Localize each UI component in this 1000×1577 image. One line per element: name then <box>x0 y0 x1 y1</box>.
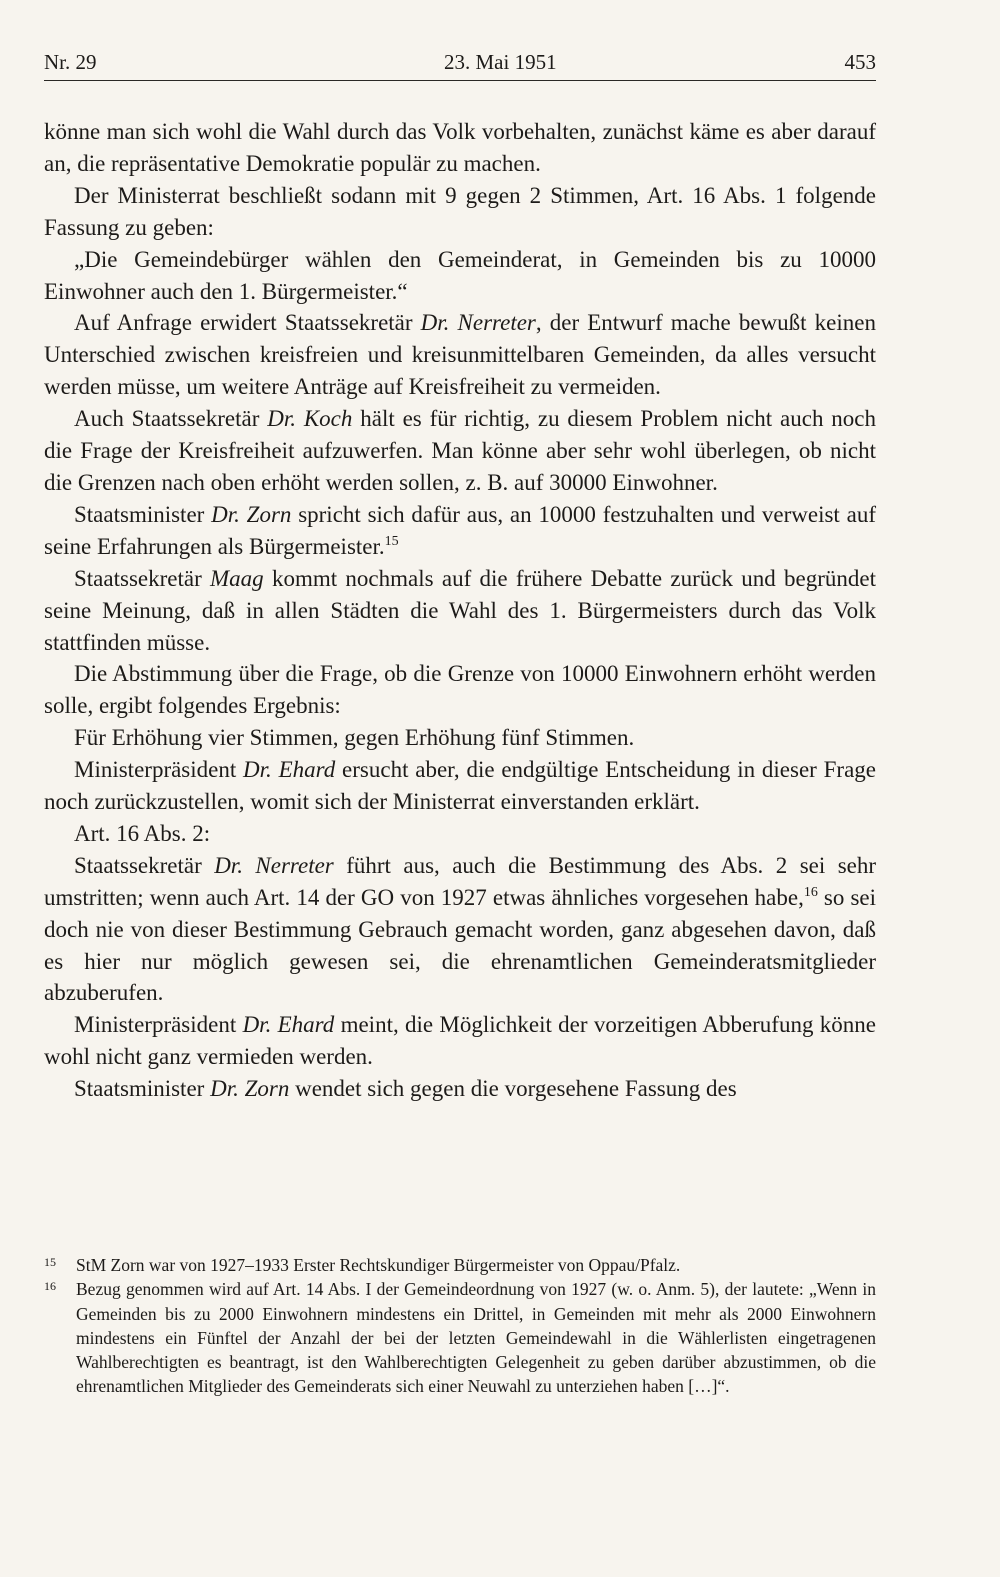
text-run: Der Ministerrat beschließt sodann mit 9 gegen 2 Stimmen, Art. 16 Abs. 1 folgende Fassung zu geben: <box>44 182 876 240</box>
text-run: „Die Gemeindebürger wählen den Gemeinderat, in Gemeinden bis zu 10000 Einwohner auch den 1. Bürgermeister.“ <box>44 246 876 304</box>
footnote-ref: 15 <box>384 533 399 549</box>
session-date: 23. Mai 1951 <box>444 50 557 74</box>
text-run: kommt nochmals auf die frühere Debatte zurück und begründet seine Meinung, daß in allen Städten die Wahl des 1. Bürgermeisters durch das Volk stattfinden müsse. <box>44 565 876 655</box>
body-paragraph <box>44 563 876 659</box>
text-run: meint, die Möglichkeit der vorzeitigen Abberufung könne wohl nicht ganz vermieden werden. <box>44 1012 876 1070</box>
person-name: Dr. Ehard <box>242 1012 335 1038</box>
text-run: ersucht aber, die endgültige Entscheidung in dieser Frage noch zurückzustellen, womit sich der Ministerrat einverstanden erklärt. <box>44 757 876 815</box>
footnote-number: 15 <box>44 1255 56 1269</box>
text-run: spricht sich dafür aus, an 10000 festzuhalten und verweist auf seine Erfahrungen als Bürgermeister. <box>44 501 876 559</box>
body-text <box>44 116 876 1105</box>
person-name: Dr. Nerreter <box>420 310 536 336</box>
text-run: Staatsminister <box>74 501 212 527</box>
body-paragraph <box>44 850 876 1010</box>
footnotes <box>44 1253 876 1399</box>
body-paragraph <box>44 499 876 563</box>
text-run: Staatssekretär <box>74 852 215 878</box>
body-paragraph <box>44 1073 876 1105</box>
text-run: , der Entwurf mache bewußt keinen Unterschied zwischen kreisfreien und kreisunmittelbaren Gemeinden, da alles versucht werden müsse, um weitere Anträge auf Kreisfreiheit zu vermeiden. <box>44 310 876 400</box>
body-paragraph <box>44 180 876 244</box>
text-run: wendet sich gegen die vorgesehene Fassung des <box>289 1076 737 1102</box>
text-run: Staatssekretär <box>74 565 211 591</box>
footnote-ref: 16 <box>803 884 818 900</box>
text-run: Ministerpräsident <box>74 1012 243 1038</box>
footnote <box>44 1277 876 1398</box>
footnote <box>44 1253 876 1277</box>
footnote-number: 16 <box>44 1279 56 1294</box>
person-name: Dr. Koch <box>267 406 353 432</box>
text-run: könne man sich wohl die Wahl durch das Volk vorbehalten, zunächst käme es aber darauf an, die repräsentative Demokratie populär zu machen. <box>44 119 876 176</box>
body-paragraph <box>44 658 876 722</box>
text-run: Für Erhöhung vier Stimmen, gegen Erhöhung fünf Stimmen. <box>74 725 635 751</box>
body-paragraph <box>44 403 876 499</box>
body-paragraph <box>44 754 876 818</box>
body-paragraph <box>44 244 876 308</box>
person-name: Maag <box>210 565 264 591</box>
body-paragraph <box>44 116 876 180</box>
person-name: Dr. Ehard <box>243 757 336 783</box>
body-paragraph <box>44 307 876 403</box>
person-name: Dr. Zorn <box>211 501 292 527</box>
person-name: Dr. Zorn <box>210 1076 290 1102</box>
text-run: Ministerpräsident <box>74 757 244 783</box>
page-number: 453 <box>844 50 876 74</box>
text-run: Auf Anfrage erwidert Staatssekretär <box>74 310 421 336</box>
text-run: Staatsminister <box>74 1076 211 1102</box>
text-run: Auch Staatssekretär <box>74 406 268 432</box>
person-name: Dr. Nerreter <box>214 852 334 878</box>
document-number: Nr. 29 <box>44 50 97 74</box>
text-run: so sei doch nie von dieser Bestimmung Gebrauch gemacht worden, ganz abgesehen davon, daß es hier nur möglich gewesen sei, die ehrenamtlichen Gemeinderatsmitglieder abzuberufen. <box>44 884 876 1006</box>
body-paragraph <box>44 818 876 850</box>
footnote-text: StM Zorn war von 1927–1933 Erster Rechtskundiger Bürgermeister von Oppau/Pfalz. <box>76 1255 681 1275</box>
text-run: Die Abstimmung über die Frage, ob die Grenze von 10000 Einwohnern erhöht werden solle, ergibt folgendes Ergebnis: <box>44 661 876 719</box>
footnote-text: Bezug genommen wird auf Art. 14 Abs. I der Gemeindeordnung von 1927 (w. o. Anm. 5), der lautete: „Wenn in Gemeinden bis zu 2000 Einwohnern mindestens ein Drittel, in Gemeinden mit mehr als 2000 Einwohnern mindestens ein Fünftel der Anzahl der bei der letzten Gemeindewahl in die Wählerlisten eingetragenen Wahlberechtigten es beantragt, ist den Wahlberechtigten Gelegenheit zu geben darüber abzustimmen, ob die ehrenamtlichen Mitglieder des Gemeinderats sich einer Neuwahl zu unterziehen haben […]“. <box>76 1279 876 1397</box>
text-run: hält es für richtig, zu diesem Problem nicht auch noch die Frage der Kreisfreiheit aufzuwerfen. Man könne aber sehr wohl überlegen, ob nicht die Grenzen nach oben erhöht werden sollen, z. B. auf 30000 Einwohner. <box>44 406 876 495</box>
body-paragraph <box>44 1009 876 1073</box>
text-run: führt aus, auch die Bestimmung des Abs. 2 sei sehr umstritten; wenn auch Art. 14 der GO von 1927 etwas ähnliches vorgesehen habe, <box>44 852 877 910</box>
text-run: Art. 16 Abs. 2: <box>74 820 211 846</box>
body-paragraph <box>44 722 876 754</box>
running-head <box>44 44 876 81</box>
